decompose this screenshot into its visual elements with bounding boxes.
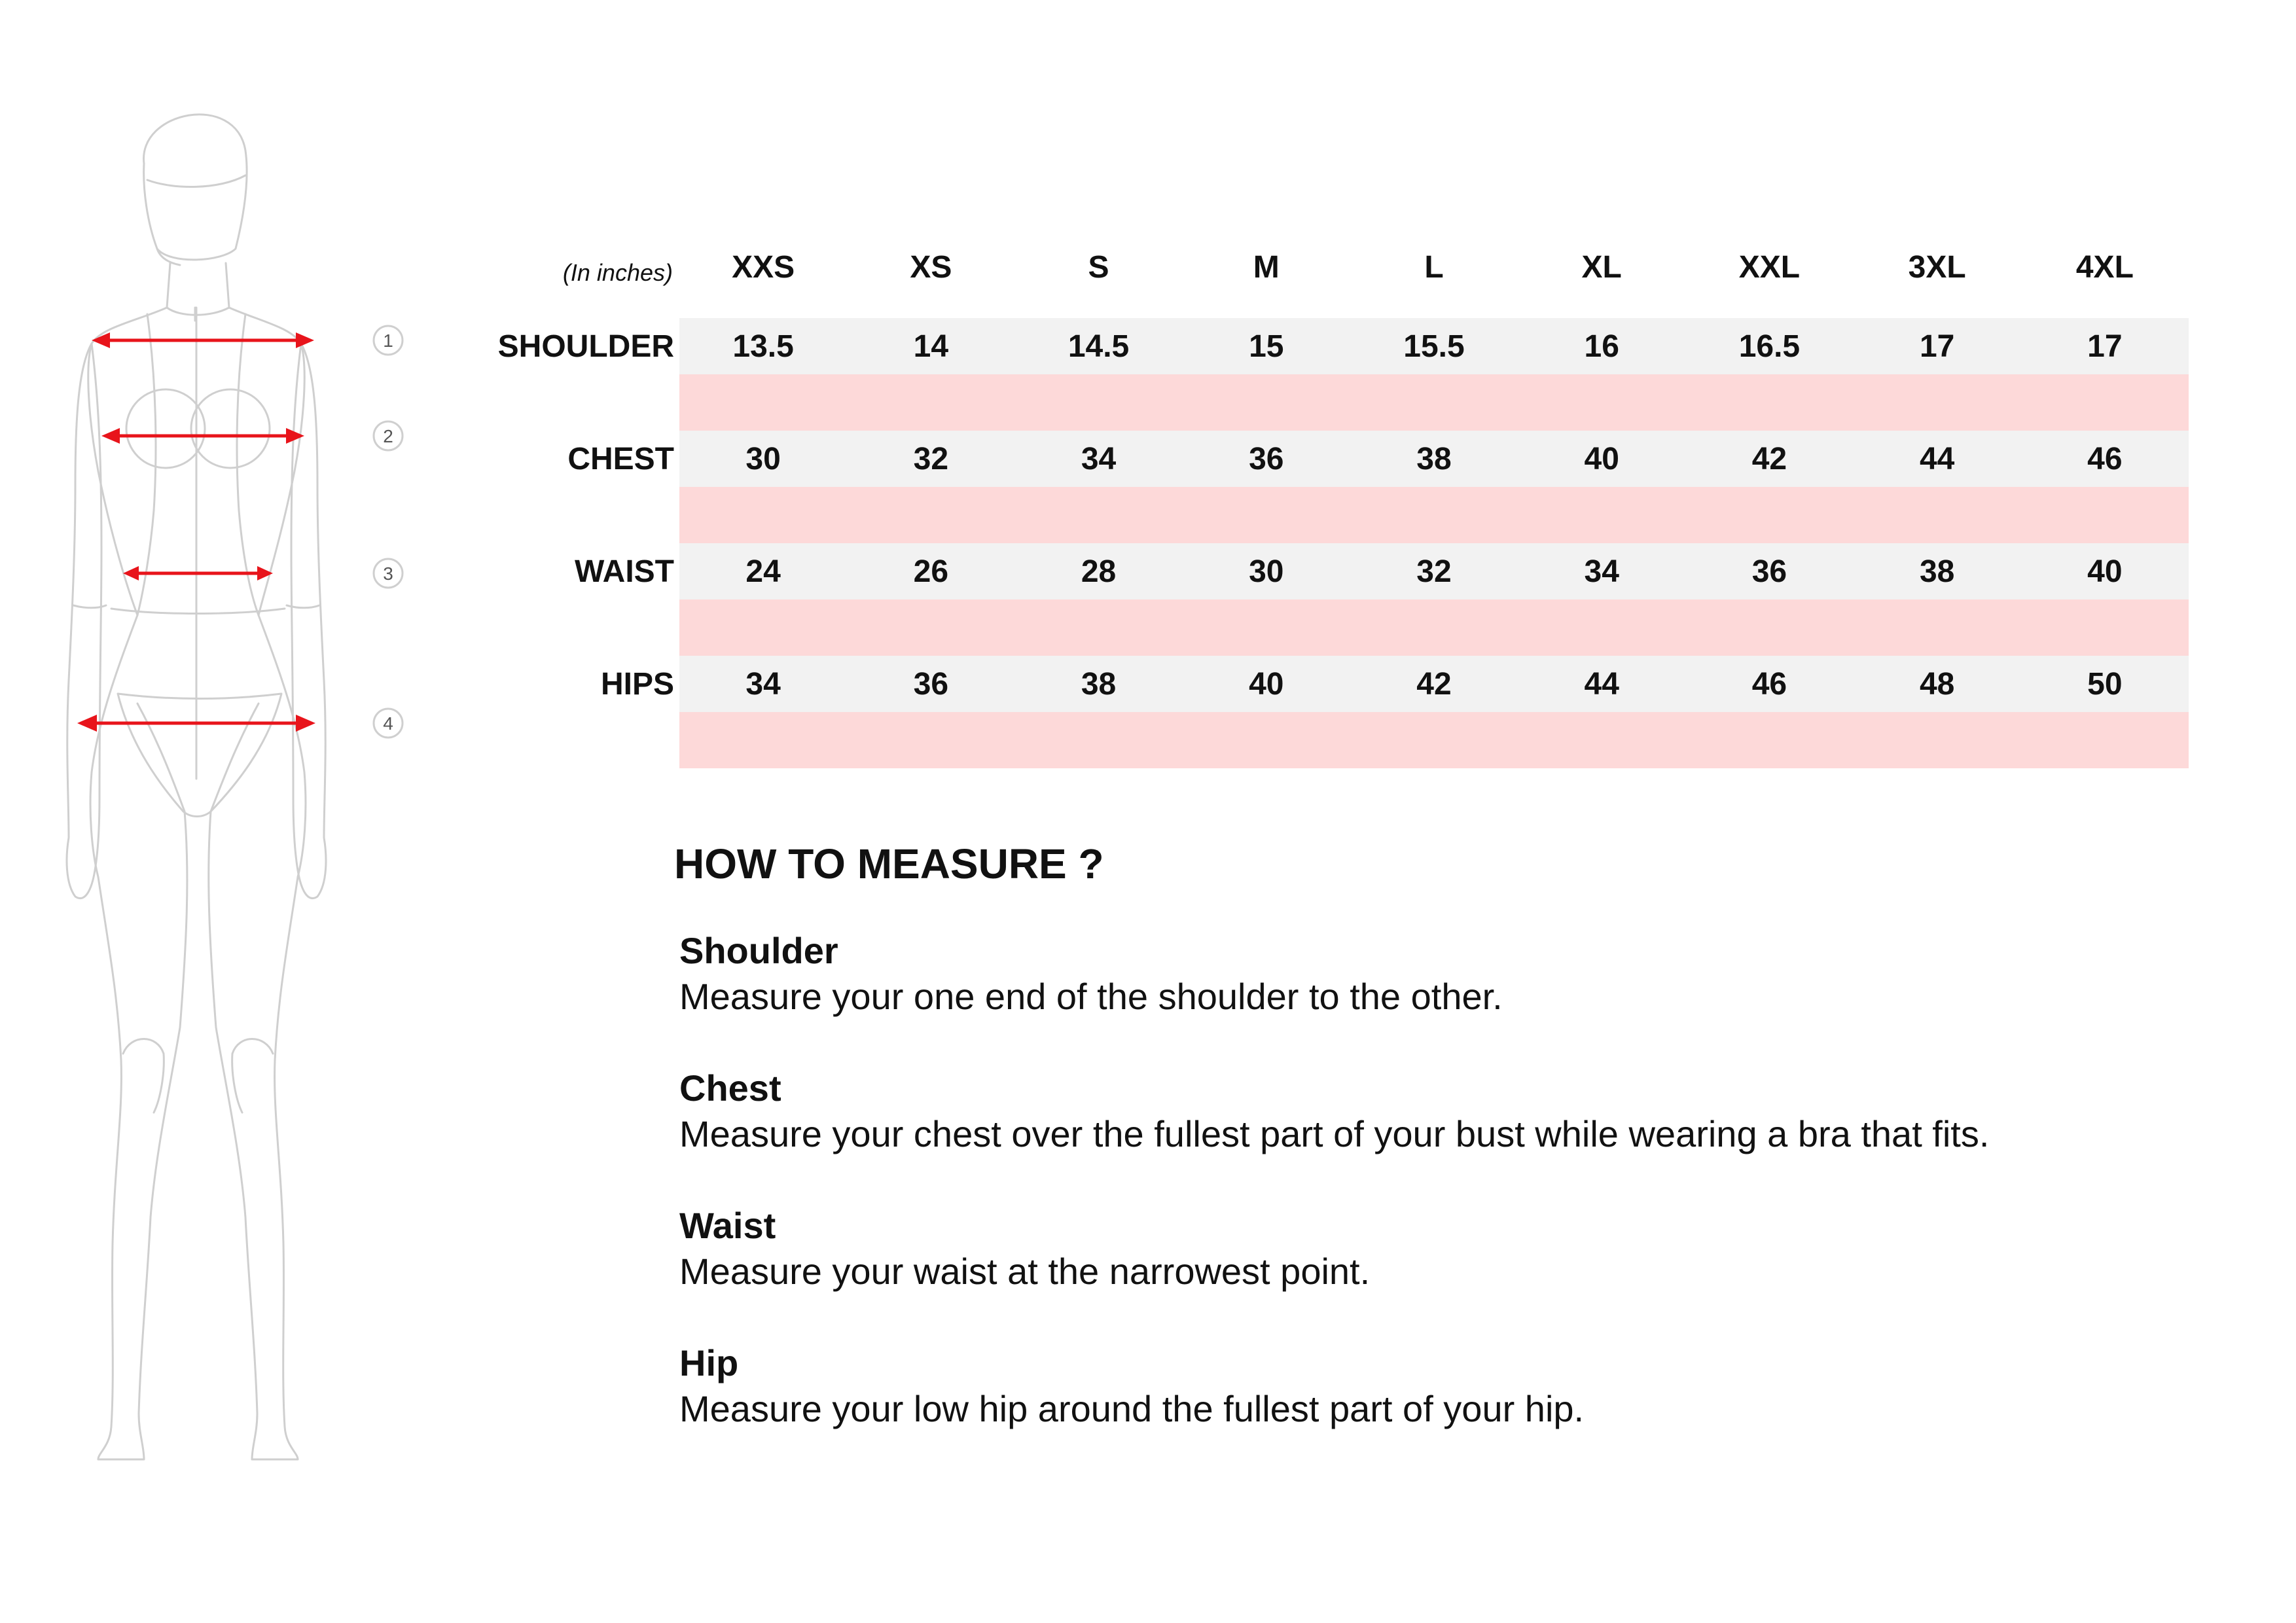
guide-heading: Chest: [679, 1067, 781, 1109]
table-cell: 36: [847, 656, 1014, 712]
guide-heading: Waist: [679, 1205, 776, 1246]
size-chart-table: [490, 216, 2189, 768]
size-header: XXS: [732, 249, 795, 285]
table-cell: 17: [1854, 318, 2021, 374]
table-row-chest: [490, 431, 2189, 487]
size-header: XS: [910, 249, 952, 285]
table-cell: 36: [1183, 431, 1350, 487]
leg-right: [209, 812, 298, 1459]
marker-number-1: 1: [383, 330, 393, 351]
guide-text: Measure your waist at the narrowest point.: [679, 1251, 1371, 1292]
table-cell: 42: [1685, 431, 1853, 487]
hip-outline-right: [259, 615, 306, 877]
size-header: XL: [1581, 249, 1622, 285]
table-cell: 40: [2021, 543, 2189, 599]
arm-left: [67, 344, 99, 899]
row-label: SHOULDER: [490, 318, 679, 374]
table-cell: 34: [1518, 543, 1685, 599]
pink-band: [679, 487, 2189, 543]
bust-left: [126, 389, 205, 468]
guide-heading: Shoulder: [679, 930, 838, 971]
size-header: L: [1424, 249, 1444, 285]
table-cell: 38: [1854, 543, 2021, 599]
table-cell: 30: [1183, 543, 1350, 599]
table-cell: 50: [2021, 656, 2189, 712]
table-cell: 48: [1854, 656, 2021, 712]
bust-right: [191, 389, 270, 468]
neck-outline: [167, 263, 229, 308]
table-cell: 34: [679, 656, 847, 712]
hip-outline-left: [90, 615, 137, 877]
size-header-row: [490, 216, 2189, 318]
spacer-band: [490, 599, 2189, 656]
size-header: M: [1253, 249, 1280, 285]
size-header: 4XL: [2075, 249, 2134, 285]
table-cell: 40: [1183, 656, 1350, 712]
spacer-band: [490, 487, 2189, 543]
pink-band: [679, 712, 2189, 768]
table-cell: 14.5: [1014, 318, 1182, 374]
table-cell: 32: [847, 431, 1014, 487]
unit-label: (In inches): [562, 259, 673, 286]
guide-chest: [679, 1065, 2179, 1157]
guide-text: Measure your low hip around the fullest part of your hip.: [679, 1388, 1585, 1429]
table-cell: 40: [1518, 431, 1685, 487]
leg-left: [98, 812, 187, 1459]
guide-shoulder: [679, 928, 2179, 1020]
size-header: S: [1088, 249, 1109, 285]
table-cell: 44: [1854, 431, 2021, 487]
table-cell: 44: [1518, 656, 1685, 712]
table-cell: 28: [1014, 543, 1182, 599]
row-label: HIPS: [490, 656, 679, 712]
table-cell: 42: [1350, 656, 1518, 712]
guide-heading: Hip: [679, 1342, 739, 1383]
table-cell: 13.5: [679, 318, 847, 374]
arm-right: [293, 344, 326, 899]
size-header: XXL: [1738, 249, 1801, 285]
marker-number-2: 2: [383, 426, 393, 446]
table-cell: 17: [2021, 318, 2189, 374]
spacer-band: [490, 712, 2189, 768]
body-outline-drawing: [39, 92, 445, 1505]
table-cell: 46: [1685, 656, 1853, 712]
row-label: WAIST: [490, 543, 679, 599]
pink-band: [679, 374, 2189, 431]
spacer-band: [490, 374, 2189, 431]
guide-text: Measure your one end of the shoulder to the other.: [679, 976, 1503, 1017]
how-to-measure-section: [674, 838, 2179, 1478]
marker-number-4: 4: [383, 713, 393, 734]
table-cell: 14: [847, 318, 1014, 374]
size-header: 3XL: [1908, 249, 1966, 285]
how-to-measure-title: HOW TO MEASURE ?: [674, 840, 1104, 887]
table-cell: 38: [1350, 431, 1518, 487]
table-cell: 24: [679, 543, 847, 599]
guide-text: Measure your chest over the fullest part of your bust while wearing a bra that fits.: [679, 1113, 1990, 1154]
table-row-waist: [490, 543, 2189, 599]
pink-band: [679, 599, 2189, 656]
table-cell: 15.5: [1350, 318, 1518, 374]
guide-waist: [679, 1203, 2179, 1294]
table-cell: 30: [679, 431, 847, 487]
body-measurement-figure: [39, 92, 445, 1505]
table-cell: 15: [1183, 318, 1350, 374]
table-cell: 16: [1518, 318, 1685, 374]
face-line: [147, 175, 245, 187]
table-cell: 34: [1014, 431, 1182, 487]
table-cell: 38: [1014, 656, 1182, 712]
table-row-shoulder: [490, 318, 2189, 374]
table-cell: 46: [2021, 431, 2189, 487]
table-row-hips: [490, 656, 2189, 712]
table-cell: 16.5: [1685, 318, 1853, 374]
marker-number-3: 3: [383, 563, 393, 584]
table-cell: 26: [847, 543, 1014, 599]
table-cell: 36: [1685, 543, 1853, 599]
row-label: CHEST: [490, 431, 679, 487]
guide-hip: [679, 1340, 2179, 1432]
table-cell: 32: [1350, 543, 1518, 599]
